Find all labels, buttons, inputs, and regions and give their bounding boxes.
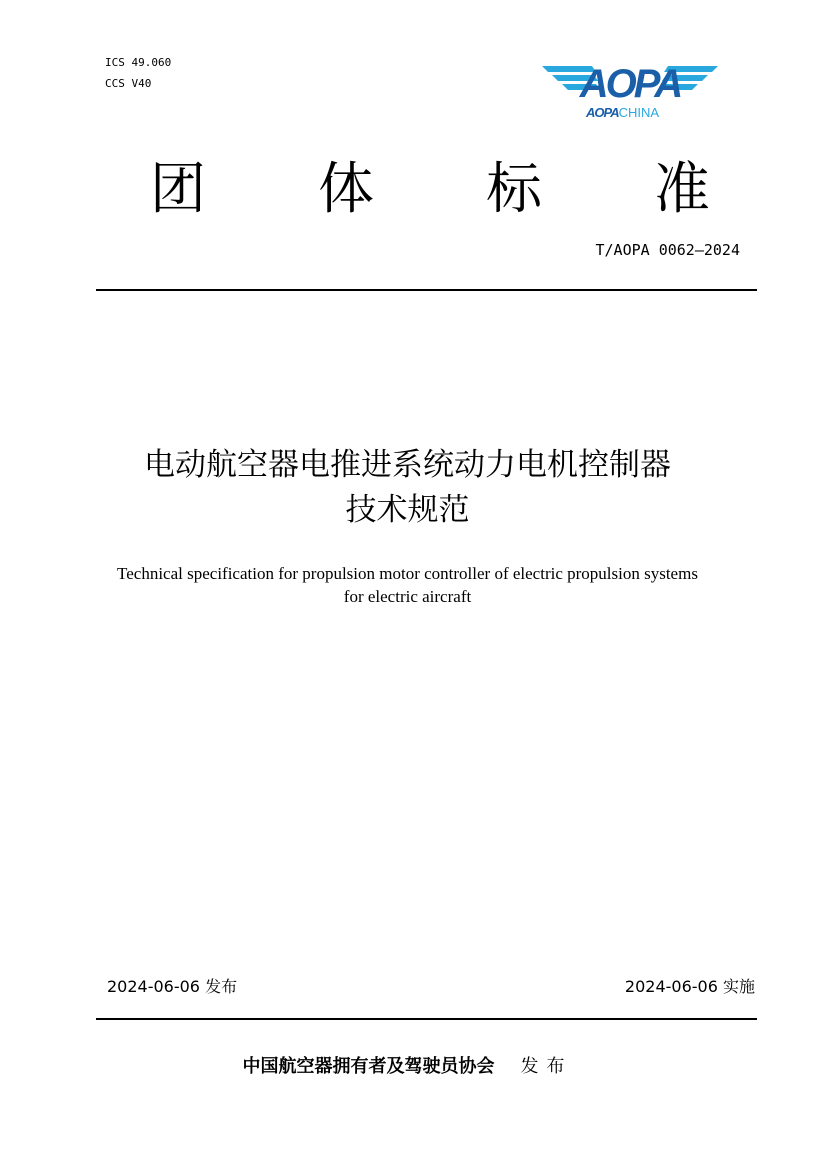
standard-number: T/AOPA 0062—2024 bbox=[595, 241, 740, 259]
issue-date: 2024-06-06 发布 bbox=[107, 977, 238, 996]
english-title bbox=[60, 562, 755, 608]
chinese-title-line: 电动航空器电推进系统动力电机控制器 bbox=[144, 447, 671, 483]
logo-sub-bold: AOPA bbox=[586, 105, 619, 120]
logo-sub-light: CHINA bbox=[618, 105, 660, 120]
standard-type-char: 体 bbox=[318, 157, 374, 222]
svg-text:AOPACHINA bbox=[585, 105, 659, 120]
logo-main-text: AOPA bbox=[579, 62, 681, 106]
english-title-line: Technical specification for propulsion motor controller of electric propulsion systems bbox=[117, 564, 698, 583]
standard-type-char: 团 bbox=[150, 157, 206, 222]
publisher-organization: 中国航空器拥有者及驾驶员协会 bbox=[242, 1056, 495, 1077]
bottom-divider bbox=[96, 1018, 757, 1020]
implementation-date: 2024-06-06 实施 bbox=[624, 977, 755, 996]
publisher-action: 发布 bbox=[520, 1056, 573, 1077]
ics-code: ICS 49.060 bbox=[105, 56, 172, 69]
classification-codes bbox=[105, 52, 171, 94]
top-divider bbox=[96, 289, 757, 291]
ccs-code: CCS V40 bbox=[105, 77, 152, 90]
publisher-line bbox=[0, 1052, 815, 1078]
english-title-line: for electric aircraft bbox=[343, 587, 472, 606]
chinese-title bbox=[60, 443, 755, 533]
aopa-logo bbox=[540, 60, 720, 122]
standard-type-char: 准 bbox=[654, 157, 710, 222]
standard-type-heading bbox=[150, 155, 710, 225]
chinese-title-line: 技术规范 bbox=[345, 492, 470, 528]
standard-type-char: 标 bbox=[486, 157, 542, 222]
